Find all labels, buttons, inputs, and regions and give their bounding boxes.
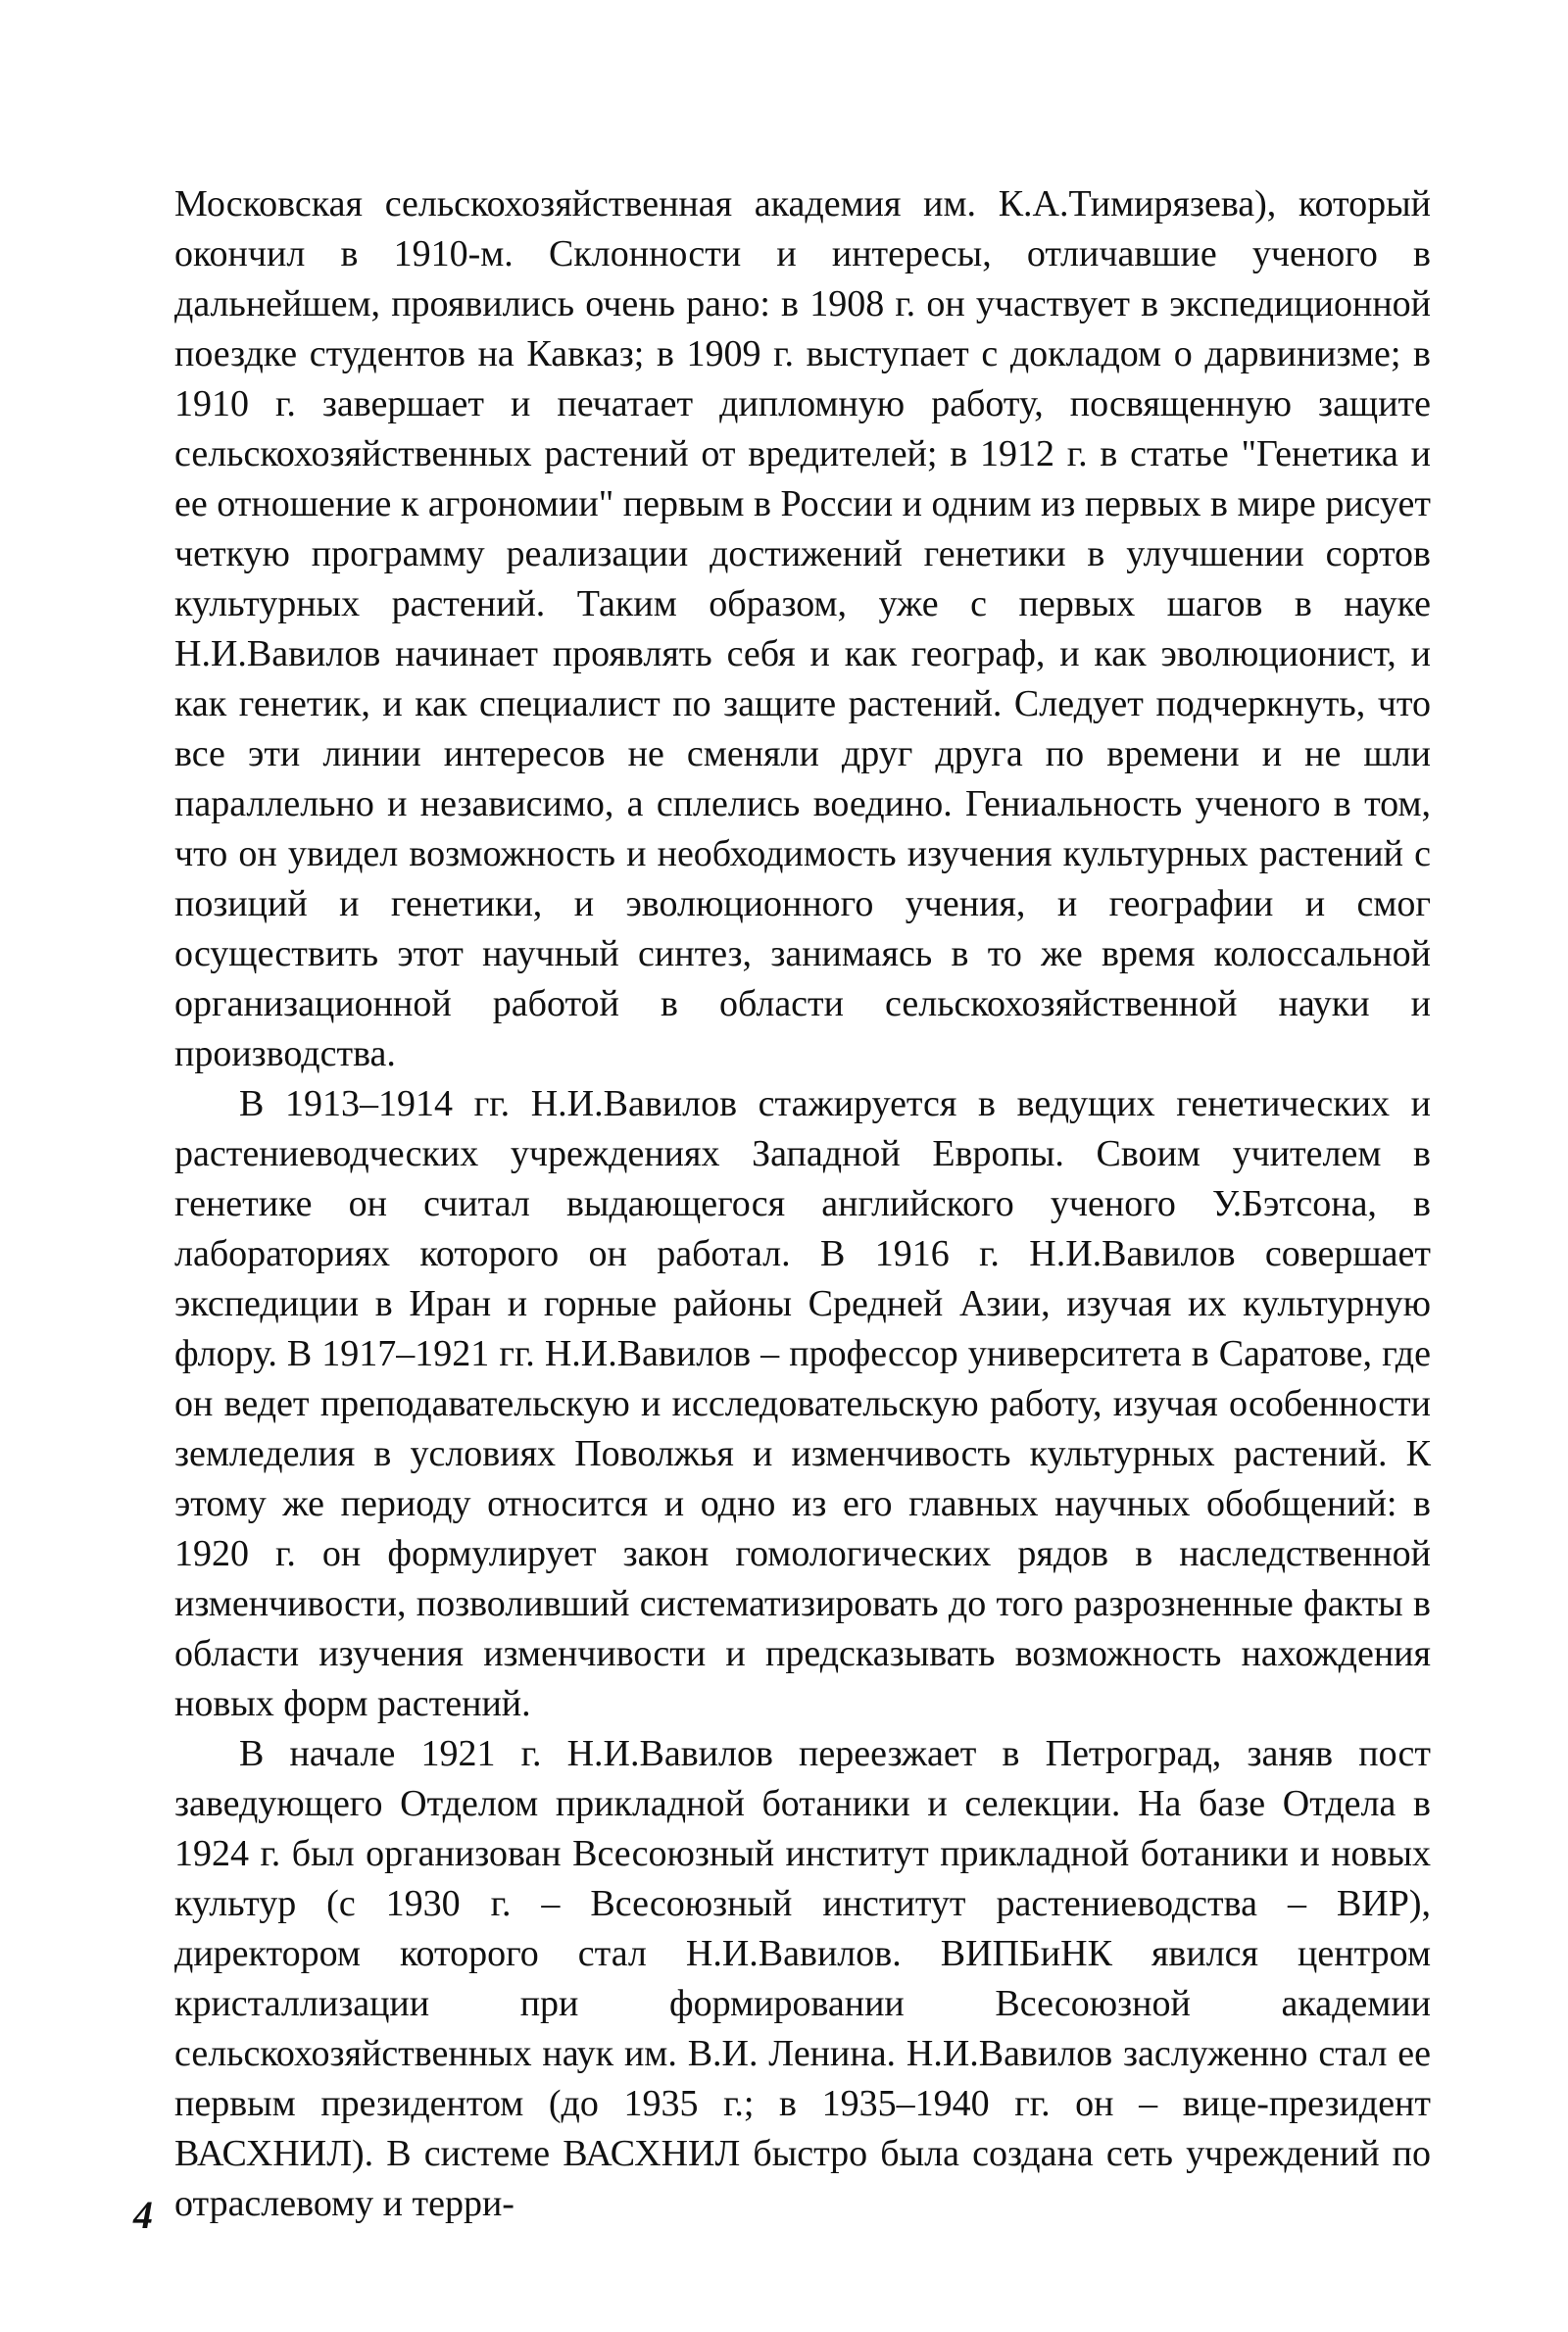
page-body [174,179,1431,2229]
paragraph-1913-1914: В 1913–1914 гг. Н.И.Вавилов стажируется в ведущих генетических и растениеводческих учреждениях Западной Европы. Своим учителем в генетике он считал выдающегося английского ученого У.Бэтсона, в лабораториях которого он работал. В 1916 г. Н.И.Вавилов совершает экспедиции в Иран и горные районы Средней Азии, изучая их культурную флору. В 1917–1921 гг. Н.И.Вавилов – профессор университета в Саратове, где он ведет преподавательскую и исследовательскую работу, изучая особенности земледелия в условиях Поволжья и изменчивость культурных растений. К этому же периоду относится и одно из его главных научных обобщений: в 1920 г. он формулирует закон гомологических рядов в наследственной изменчивости, позволивший систематизировать до того разрозненные факты в области изучения изменчивости и предсказывать возможность нахождения новых форм растений. [174,1083,1431,1724]
paragraph-1921: В начале 1921 г. Н.И.Вавилов переезжает в Петроград, заняв пост заведующего Отделом прикладной ботаники и селекции. На базе Отдела в 1924 г. был организован Всесоюзный институт прикладной ботаники и новых культур (с 1930 г. – Всесоюзный институт растениеводства – ВИР), директором которого стал Н.И.Вавилов. ВИПБиНК явился центром кристаллизации при формировании Всесоюзной академии сельскохозяйственных наук им. В.И. Ленина. Н.И.Вавилов заслуженно стал ее первым президентом (до 1935 г.; в 1935–1940 гг. он – вице-президент ВАСХНИЛ). В системе ВАСХНИЛ быстро была создана сеть учреждений по отраслевому и терри- [174,1733,1431,2224]
page-number: 4 [133,2193,153,2237]
paragraph-continued: Московская сельскохозяйственная академия им. К.А.Тимирязева), который окончил в 1910-м. Склонности и интересы, отличавшие ученого в дальнейшем, проявились очень рано: в 1908 г. он участвует в экспедиционной поездке студентов на Кавказ; в 1909 г. выступает с докладом о дарвинизме; в 1910 г. завершает и печатает дипломную работу, посвященную защите сельскохозяйственных растений от вредителей; в 1912 г. в статье "Генетика и ее отношение к агрономии" первым в России и одним из первых в мире рисует четкую программу реализации достижений генетики в улучшении сортов культурных растений. Таким образом, уже с первых шагов в науке Н.И.Вавилов начинает проявлять себя и как географ, и как эволюционист, и как генетик, и как специалист по защите растений. Следует подчеркнуть, что все эти линии интересов не сменяли друг друга по времени и не шли параллельно и независимо, а сплелись воедино. Гениальность ученого в том, что он увидел возможность и необходимость изучения культурных растений с позиций и генетики, и эволюционного учения, и географии и смог осуществить этот научный синтез, занимаясь в то же время колоссальной организационной работой в области сельскохозяйственной науки и производства. [174,183,1431,1074]
